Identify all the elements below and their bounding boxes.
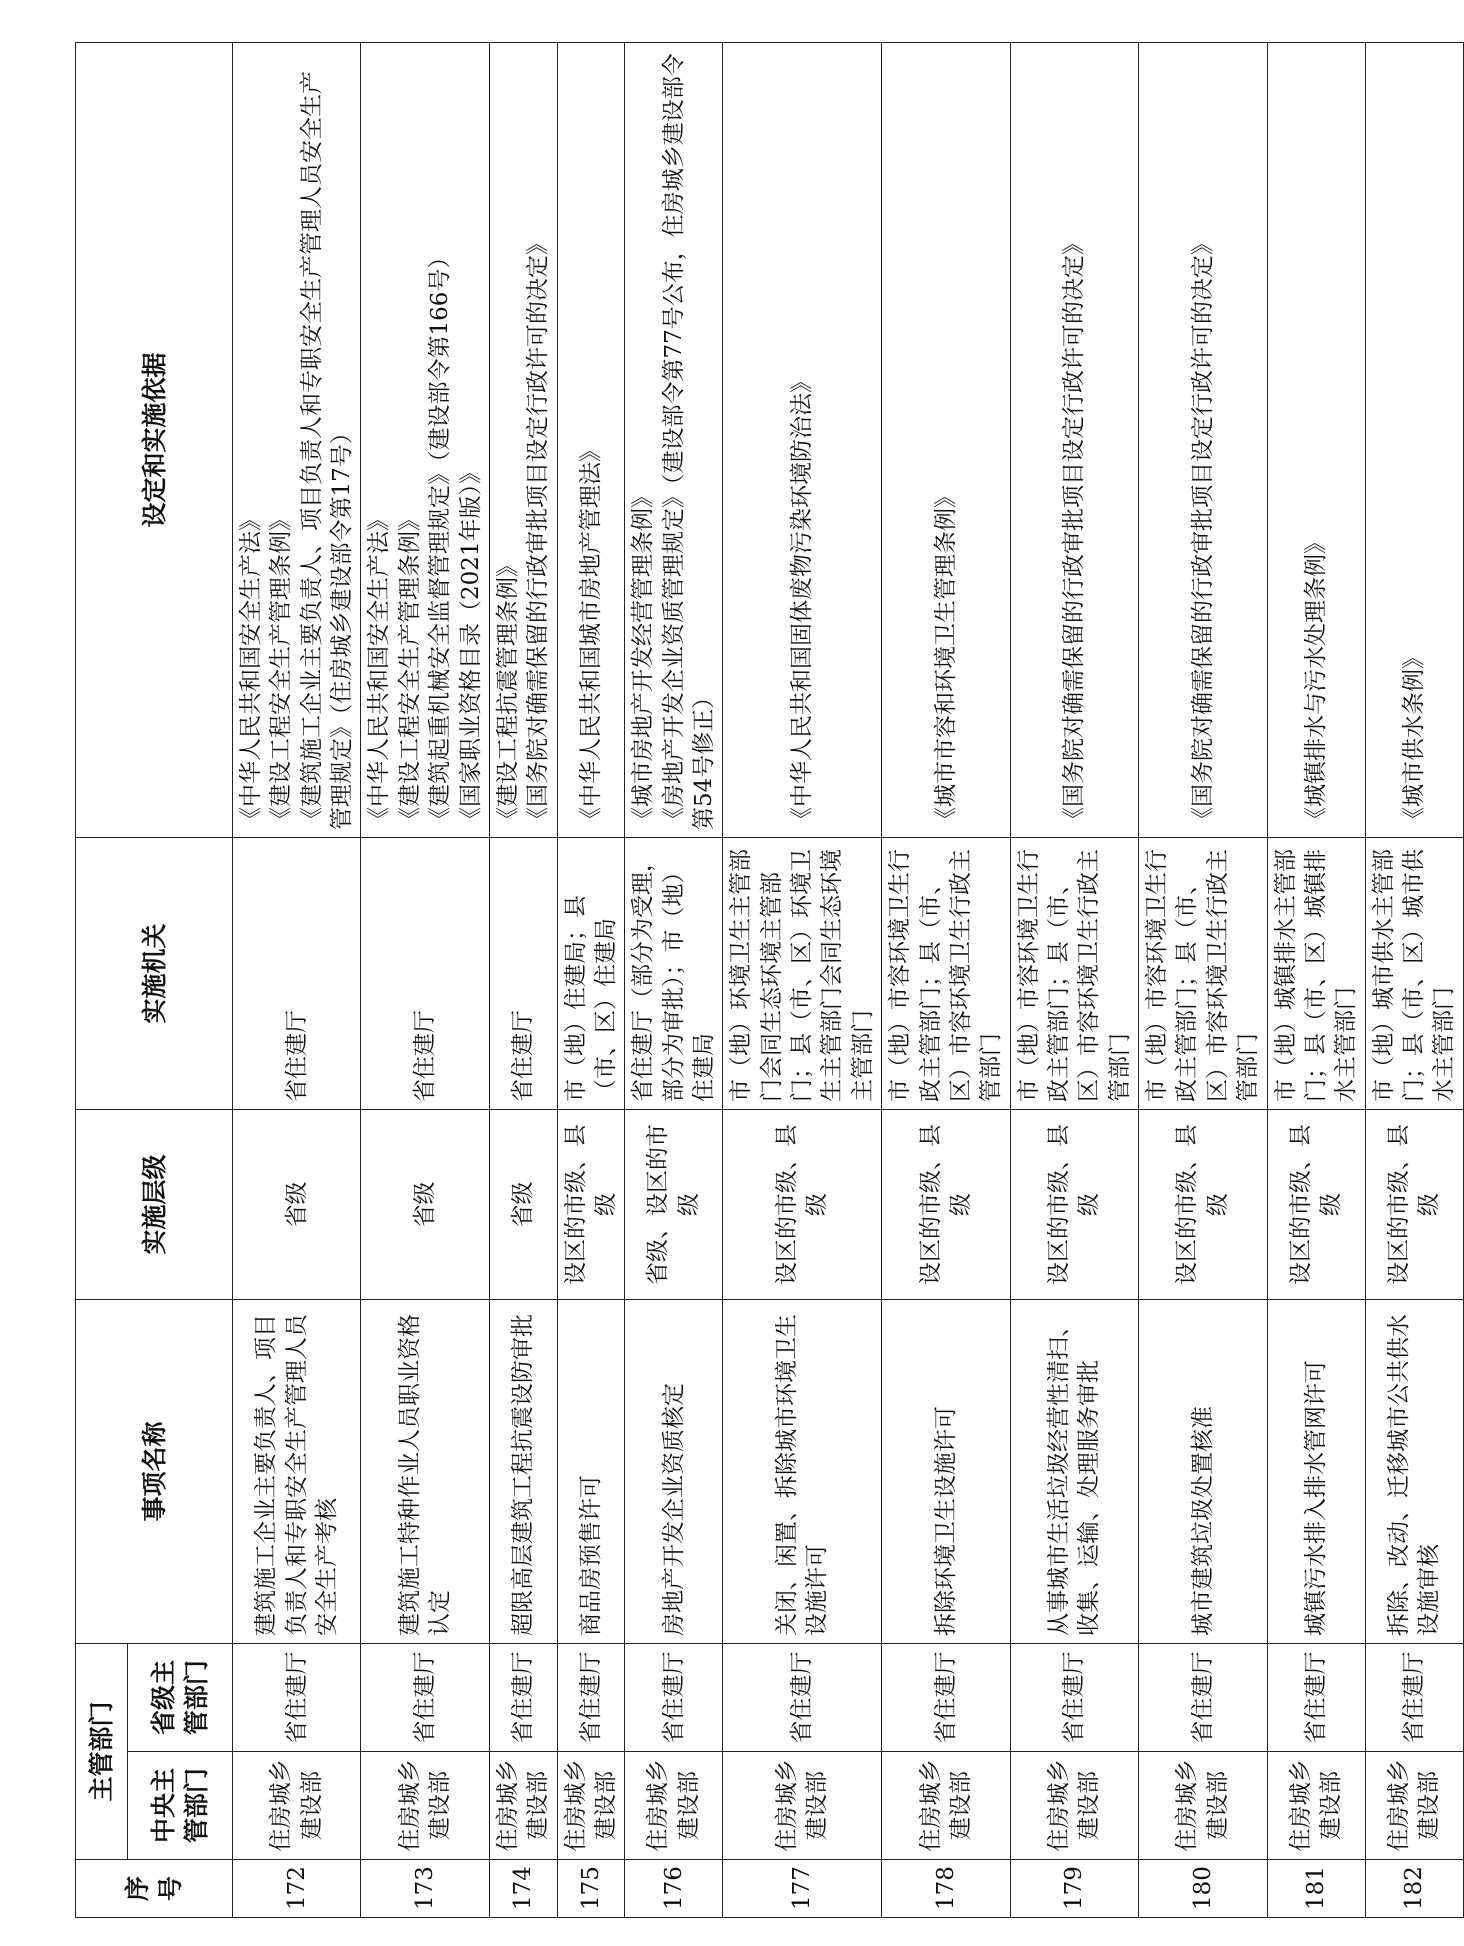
table-row <box>723 42 882 1917</box>
header-agency: 实施机关 <box>76 837 233 1109</box>
cell-level: 设区的市级、县级 <box>557 1109 625 1299</box>
cell-level: 设区的市级、县级 <box>1365 1109 1463 1299</box>
basis-line: 《城市供水条例》 <box>1400 645 1427 830</box>
cell-level: 设区的市级、县级 <box>1267 1109 1365 1299</box>
basis-line: 《中华人民共和国安全生产法》 <box>238 507 264 830</box>
cell-provincial-dept: 省住建厅 <box>882 1643 1010 1751</box>
cell-agency: 市（地）市容环境卫生行政主管部门；县（市、区）市容环境卫生行政主管部门 <box>1010 837 1138 1109</box>
cell-level: 省级 <box>489 1109 557 1299</box>
cell-agency: 市（地）城镇排水主管部门；县（市、区）城镇排水主管部门 <box>1267 837 1365 1109</box>
cell-agency: 市（地）城市供水主管部门；县（市、区）城市供水主管部门 <box>1365 837 1463 1109</box>
cell-agency: 市（地）环境卫生主管部门会同生态环境主管部门；县（市、区）环境卫生主管部门会同生态环境主管部门 <box>723 837 882 1109</box>
cell-central-dept: 住房城乡建设部 <box>557 1752 625 1860</box>
cell-seq: 178 <box>882 1860 1010 1918</box>
cell-provincial-dept: 省住建厅 <box>361 1643 489 1751</box>
cell-provincial-dept: 省住建厅 <box>489 1643 557 1751</box>
cell-level: 省级 <box>361 1109 489 1299</box>
basis-line: 《城镇排水与污水处理条例》 <box>1302 530 1329 830</box>
cell-basis <box>882 42 1010 837</box>
cell-seq: 182 <box>1365 1860 1463 1918</box>
cell-central-dept: 住房城乡建设部 <box>882 1752 1010 1860</box>
cell-basis <box>1267 42 1365 837</box>
cell-provincial-dept: 省住建厅 <box>723 1643 882 1751</box>
cell-central-dept: 住房城乡建设部 <box>1365 1752 1463 1860</box>
cell-basis <box>723 42 882 837</box>
cell-item-name: 超限高层建筑工程抗震设防审批 <box>489 1299 557 1643</box>
cell-agency: 市（地）住建局；县（市、区）住建局 <box>557 837 625 1109</box>
cell-agency: 市（地）市容环境卫生行政主管部门；县（市、区）市容环境卫生行政主管部门 <box>1139 837 1267 1109</box>
table-row <box>557 42 625 1917</box>
basis-line: 《中华人民共和国安全生产法》 <box>366 507 393 830</box>
header-item-name: 事项名称 <box>76 1299 233 1643</box>
cell-provincial-dept: 省住建厅 <box>557 1643 625 1751</box>
cell-item-name: 房地产开发企业资质核定 <box>625 1299 723 1643</box>
cell-central-dept: 住房城乡建设部 <box>625 1752 723 1860</box>
basis-line: 《建筑施工企业主要负责人、项目负责人和专职安全生产管理人员安全生产管理规定》（住房城乡建设部令第17号） <box>298 70 356 830</box>
basis-line: 《国家职业资格目录（2021年版）》 <box>457 460 484 830</box>
cell-basis <box>1365 42 1463 837</box>
cell-item-name: 拆除环境卫生设施许可 <box>882 1299 1010 1643</box>
cell-central-dept: 住房城乡建设部 <box>1010 1752 1138 1860</box>
cell-item-name: 拆除、改动、迁移城市公共供水设施审核 <box>1365 1299 1463 1643</box>
cell-item-name: 建筑施工特种作业人员职业资格认定 <box>361 1299 489 1643</box>
cell-provincial-dept: 省住建厅 <box>233 1643 361 1751</box>
basis-line: 《国务院对确需保留的行政审批项目设定行政许可的决定》 <box>1189 231 1216 830</box>
cell-agency: 省住建厅（部分为受理，部分为审批）；市（地）住建局 <box>625 837 723 1109</box>
cell-central-dept: 住房城乡建设部 <box>233 1752 361 1860</box>
table-row <box>882 42 1010 1917</box>
basis-line: 《国务院对确需保留的行政审批项目设定行政许可的决定》 <box>1061 231 1088 830</box>
basis-line: 《中华人民共和国城市房地产管理法》 <box>577 438 604 830</box>
cell-level: 设区的市级、县级 <box>882 1109 1010 1299</box>
cell-level: 省级、设区的市级 <box>625 1109 723 1299</box>
basis-line: 《建设工程安全生产管理条例》 <box>268 507 295 830</box>
cell-basis <box>1010 42 1138 837</box>
cell-seq: 174 <box>489 1860 557 1918</box>
cell-provincial-dept: 省住建厅 <box>1365 1643 1463 1751</box>
cell-seq: 175 <box>557 1860 625 1918</box>
table-body <box>233 42 1464 1917</box>
cell-seq: 180 <box>1139 1860 1267 1918</box>
table-row <box>1267 42 1365 1917</box>
cell-seq: 181 <box>1267 1860 1365 1918</box>
header-seq: 序号 <box>76 1860 233 1918</box>
table-row <box>1010 42 1138 1917</box>
basis-line: 《建设工程安全生产管理条例》 <box>396 507 423 830</box>
basis-line: 《城市市容和环境卫生管理条例》 <box>932 484 959 830</box>
cell-basis <box>489 42 557 837</box>
cell-level: 设区的市级、县级 <box>1010 1109 1138 1299</box>
cell-provincial-dept: 省住建厅 <box>1139 1643 1267 1751</box>
cell-agency: 省住建厅 <box>361 837 489 1109</box>
cell-item-name: 城镇污水排入排水管网许可 <box>1267 1299 1365 1643</box>
cell-central-dept: 住房城乡建设部 <box>361 1752 489 1860</box>
table-row <box>1365 42 1463 1917</box>
cell-seq: 179 <box>1010 1860 1138 1918</box>
basis-line: 《中华人民共和国固体废物污染环境防治法》 <box>789 369 816 830</box>
cell-provincial-dept: 省住建厅 <box>625 1643 723 1751</box>
cell-basis <box>361 42 489 837</box>
basis-line: 《房地产开发企业资质管理规定》（建设部令第77号公布，住房城乡建设部令第54号修正） <box>660 53 718 830</box>
table-row <box>361 42 489 1917</box>
basis-line: 《国务院对确需保留的行政审批项目设定行政许可的决定》 <box>525 231 552 830</box>
cell-agency: 省住建厅 <box>233 837 361 1109</box>
cell-basis <box>1139 42 1267 837</box>
cell-item-name: 从事城市生活垃圾经营性清扫、收集、运输、处理服务审批 <box>1010 1299 1138 1643</box>
header-basis: 设定和实施依据 <box>76 42 233 837</box>
cell-central-dept: 住房城乡建设部 <box>1267 1752 1365 1860</box>
header-level: 实施层级 <box>76 1109 233 1299</box>
cell-agency: 省住建厅 <box>489 837 557 1109</box>
basis-line: 《城市房地产开发经营管理条例》 <box>630 484 657 830</box>
basis-line: 《建筑起重机械安全监督管理规定》（建设部令第166号） <box>427 245 454 830</box>
cell-level: 设区的市级、县级 <box>1139 1109 1267 1299</box>
cell-item-name: 商品房预售许可 <box>557 1299 625 1643</box>
cell-level: 省级 <box>233 1109 361 1299</box>
table-row <box>1139 42 1267 1917</box>
cell-basis <box>233 42 361 837</box>
basis-line: 《建设工程抗震管理条例》 <box>494 553 521 830</box>
header-central-dept: 中央主管部门 <box>128 1752 233 1860</box>
cell-seq: 177 <box>723 1860 882 1918</box>
cell-provincial-dept: 省住建厅 <box>1010 1643 1138 1751</box>
cell-item-name: 关闭、闲置、拆除城市环境卫生设施许可 <box>723 1299 882 1643</box>
table-row <box>625 42 723 1917</box>
cell-central-dept: 住房城乡建设部 <box>723 1752 882 1860</box>
table-row <box>233 42 361 1917</box>
cell-agency: 市（地）市容环境卫生行政主管部门；县（市、区）市容环境卫生行政主管部门 <box>882 837 1010 1109</box>
admin-licensing-table <box>75 42 1464 1918</box>
cell-central-dept: 住房城乡建设部 <box>1139 1752 1267 1860</box>
cell-level: 设区的市级、县级 <box>723 1109 882 1299</box>
cell-seq: 173 <box>361 1860 489 1918</box>
cell-seq: 172 <box>233 1860 361 1918</box>
cell-seq: 176 <box>625 1860 723 1918</box>
cell-provincial-dept: 省住建厅 <box>1267 1643 1365 1751</box>
table-row <box>489 42 557 1917</box>
cell-central-dept: 住房城乡建设部 <box>489 1752 557 1860</box>
cell-item-name: 建筑施工企业主要负责人、项目负责人和专职安全生产管理人员安全生产考核 <box>233 1299 361 1643</box>
cell-basis <box>557 42 625 837</box>
cell-basis <box>625 42 723 837</box>
cell-item-name: 城市建筑垃圾处置核准 <box>1139 1299 1267 1643</box>
header-provincial-dept: 省级主管部门 <box>128 1643 233 1751</box>
header-dept-group: 主管部门 <box>76 1643 128 1859</box>
